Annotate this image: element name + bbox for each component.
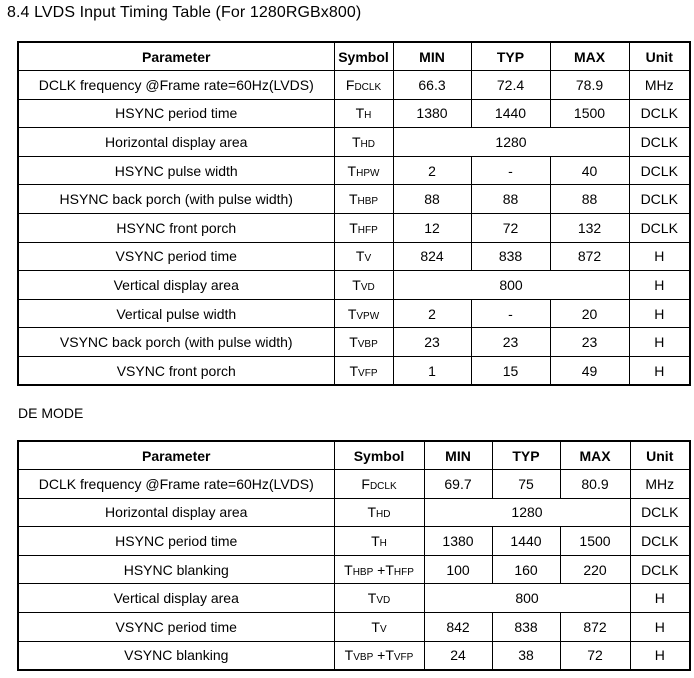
parameter-cell: VSYNC blanking: [18, 641, 334, 670]
column-header: MIN: [424, 441, 492, 470]
parameter-cell: Horizontal display area: [18, 498, 334, 527]
max-cell: 40: [550, 156, 629, 185]
max-cell: 872: [560, 613, 630, 642]
typ-cell: 15: [471, 357, 550, 386]
symbol-letter: T: [351, 134, 361, 151]
symbol-suffix: H: [379, 538, 387, 550]
symbol-suffix: V: [379, 623, 387, 635]
table-row: [18, 498, 690, 527]
symbol-letter: T: [355, 105, 365, 122]
table-row: [18, 527, 690, 556]
parameter-cell: VSYNC back porch (with pulse width): [18, 328, 334, 357]
symbol-letter: T: [367, 504, 377, 521]
typ-cell: 1440: [492, 527, 560, 556]
symbol-cell: [334, 357, 393, 386]
symbol-letter: T: [371, 533, 380, 550]
symbol-cell: [334, 299, 393, 328]
table-row: [18, 299, 690, 328]
column-header: TYP: [492, 441, 560, 470]
max-cell: 78.9: [550, 71, 629, 100]
unit-cell: H: [629, 242, 690, 271]
unit-cell: DCLK: [629, 99, 690, 128]
typ-cell: 23: [471, 328, 550, 357]
symbol-suffix: HFP: [393, 566, 414, 578]
value-span-cell: 1280: [424, 498, 630, 527]
symbol-letter: T: [355, 248, 365, 265]
header-row: [18, 441, 690, 470]
min-cell: 1: [393, 357, 471, 386]
symbol-suffix: HPW: [356, 167, 380, 179]
min-cell: 1380: [393, 99, 471, 128]
parameter-cell: HSYNC period time: [18, 527, 334, 556]
symbol-cell: [334, 99, 393, 128]
symbol-suffix: DCLK: [354, 81, 382, 93]
parameter-cell: DCLK frequency @Frame rate=60Hz(LVDS): [18, 71, 334, 100]
symbol-suffix: VPW: [356, 310, 380, 322]
table-row: [18, 613, 690, 642]
symbol-suffix: VD: [360, 282, 375, 294]
symbol-letter: +T: [373, 647, 394, 664]
max-cell: 1500: [550, 99, 629, 128]
unit-cell: H: [629, 271, 690, 300]
max-cell: 72: [560, 641, 630, 670]
parameter-cell: HSYNC back porch (with pulse width): [18, 185, 334, 214]
min-cell: 2: [393, 156, 471, 185]
value-span-cell: 800: [393, 271, 629, 300]
symbol-cell: [334, 271, 393, 300]
symbol-suffix: VD: [376, 595, 391, 607]
min-cell: 23: [393, 328, 471, 357]
symbol-letter: +T: [373, 561, 394, 578]
parameter-cell: VSYNC front porch: [18, 357, 334, 386]
value-span-cell: 800: [424, 584, 630, 613]
lvds-timing-table: [17, 41, 691, 386]
min-cell: 69.7: [424, 470, 492, 499]
typ-cell: -: [471, 156, 550, 185]
typ-cell: 72: [471, 214, 550, 243]
symbol-cell: [334, 214, 393, 243]
table-row: [18, 470, 690, 499]
min-cell: 66.3: [393, 71, 471, 100]
symbol-cell: [334, 498, 424, 527]
symbol-suffix: HFP: [357, 224, 378, 236]
column-header: Symbol: [334, 42, 393, 71]
unit-cell: MHz: [630, 470, 690, 499]
column-header: Parameter: [18, 441, 334, 470]
symbol-cell: [334, 242, 393, 271]
typ-cell: 838: [492, 613, 560, 642]
symbol-letter: T: [344, 647, 354, 664]
symbol-letter: T: [344, 561, 353, 578]
min-cell: 1380: [424, 527, 492, 556]
symbol-suffix: DCLK: [369, 480, 397, 492]
column-header: MAX: [550, 42, 629, 71]
max-cell: 49: [550, 357, 629, 386]
max-cell: 872: [550, 242, 629, 271]
unit-cell: DCLK: [630, 498, 690, 527]
table-row: [18, 328, 690, 357]
table-row: [18, 555, 690, 584]
symbol-letter: T: [371, 618, 380, 635]
unit-cell: DCLK: [629, 185, 690, 214]
de-mode-timing-table: [17, 440, 691, 671]
symbol-suffix: H: [364, 110, 372, 122]
table-row: [18, 357, 690, 386]
table-row: [18, 156, 690, 185]
symbol-letter: T: [367, 590, 377, 607]
table-row: [18, 99, 690, 128]
symbol-letter: T: [349, 362, 359, 379]
symbol-suffix: HD: [360, 139, 375, 151]
column-header: MIN: [393, 42, 471, 71]
symbol-letter: T: [352, 277, 361, 294]
min-cell: 88: [393, 185, 471, 214]
table-row: [18, 128, 690, 157]
column-header: MAX: [560, 441, 630, 470]
symbol-suffix: HD: [376, 509, 391, 521]
parameter-cell: HSYNC blanking: [18, 555, 334, 584]
typ-cell: 38: [492, 641, 560, 670]
symbol-cell: [334, 584, 424, 613]
de-mode-heading: DE MODE: [18, 405, 84, 421]
unit-cell: DCLK: [629, 214, 690, 243]
symbol-cell: [334, 613, 424, 642]
min-cell: 824: [393, 242, 471, 271]
unit-cell: DCLK: [629, 156, 690, 185]
table-row: [18, 214, 690, 243]
min-cell: 24: [424, 641, 492, 670]
column-header: Parameter: [18, 42, 334, 71]
max-cell: 80.9: [560, 470, 630, 499]
unit-cell: H: [629, 357, 690, 386]
min-cell: 2: [393, 299, 471, 328]
column-header: TYP: [471, 42, 550, 71]
unit-cell: H: [629, 299, 690, 328]
table-row: [18, 242, 690, 271]
symbol-cell: [334, 328, 393, 357]
parameter-cell: Vertical pulse width: [18, 299, 334, 328]
unit-cell: H: [629, 328, 690, 357]
symbol-cell: [334, 470, 424, 499]
symbol-letter: T: [347, 162, 357, 179]
typ-cell: 88: [471, 185, 550, 214]
section-heading: 8.4 LVDS Input Timing Table (For 1280RGBx800): [7, 4, 362, 21]
symbol-letter: T: [349, 334, 358, 351]
symbol-suffix: VFP: [358, 367, 378, 379]
parameter-cell: VSYNC period time: [18, 242, 334, 271]
parameter-cell: HSYNC pulse width: [18, 156, 334, 185]
unit-cell: MHz: [629, 71, 690, 100]
typ-cell: 160: [492, 555, 560, 584]
typ-cell: -: [471, 299, 550, 328]
max-cell: 1500: [560, 527, 630, 556]
unit-cell: DCLK: [630, 555, 690, 584]
symbol-cell: [334, 185, 393, 214]
typ-cell: 72.4: [471, 71, 550, 100]
column-header: Symbol: [334, 441, 424, 470]
symbol-suffix: HBP: [352, 566, 374, 578]
table-row: [18, 584, 690, 613]
symbol-suffix: HBP: [357, 196, 379, 208]
unit-cell: H: [630, 613, 690, 642]
min-cell: 842: [424, 613, 492, 642]
symbol-letter: F: [345, 76, 355, 93]
min-cell: 12: [393, 214, 471, 243]
symbol-cell: [334, 128, 393, 157]
max-cell: 220: [560, 555, 630, 584]
symbol-letter: T: [349, 219, 358, 236]
min-cell: 100: [424, 555, 492, 584]
max-cell: 132: [550, 214, 629, 243]
max-cell: 23: [550, 328, 629, 357]
symbol-suffix: VBP: [353, 652, 374, 664]
parameter-cell: DCLK frequency @Frame rate=60Hz(LVDS): [18, 470, 334, 499]
symbol-letter: T: [347, 305, 357, 322]
table-row: [18, 71, 690, 100]
parameter-cell: HSYNC front porch: [18, 214, 334, 243]
typ-cell: 838: [471, 242, 550, 271]
unit-cell: DCLK: [629, 128, 690, 157]
symbol-cell: [334, 527, 424, 556]
header-row: [18, 42, 690, 71]
column-header: Unit: [629, 42, 690, 71]
symbol-letter: T: [348, 191, 358, 208]
symbol-cell: [334, 71, 393, 100]
symbol-suffix: VFP: [393, 652, 414, 664]
unit-cell: DCLK: [630, 527, 690, 556]
typ-cell: 1440: [471, 99, 550, 128]
max-cell: 20: [550, 299, 629, 328]
symbol-cell: [334, 641, 424, 670]
symbol-suffix: VBP: [357, 339, 378, 351]
table-row: [18, 271, 690, 300]
max-cell: 88: [550, 185, 629, 214]
table-row: [18, 185, 690, 214]
parameter-cell: Horizontal display area: [18, 128, 334, 157]
symbol-suffix: V: [364, 253, 372, 265]
symbol-cell: [334, 156, 393, 185]
value-span-cell: 1280: [393, 128, 629, 157]
parameter-cell: VSYNC period time: [18, 613, 334, 642]
unit-cell: H: [630, 584, 690, 613]
table-row: [18, 641, 690, 670]
symbol-cell: [334, 555, 424, 584]
parameter-cell: HSYNC period time: [18, 99, 334, 128]
symbol-letter: F: [361, 475, 370, 492]
parameter-cell: Vertical display area: [18, 271, 334, 300]
column-header: Unit: [630, 441, 690, 470]
parameter-cell: Vertical display area: [18, 584, 334, 613]
unit-cell: H: [630, 641, 690, 670]
typ-cell: 75: [492, 470, 560, 499]
